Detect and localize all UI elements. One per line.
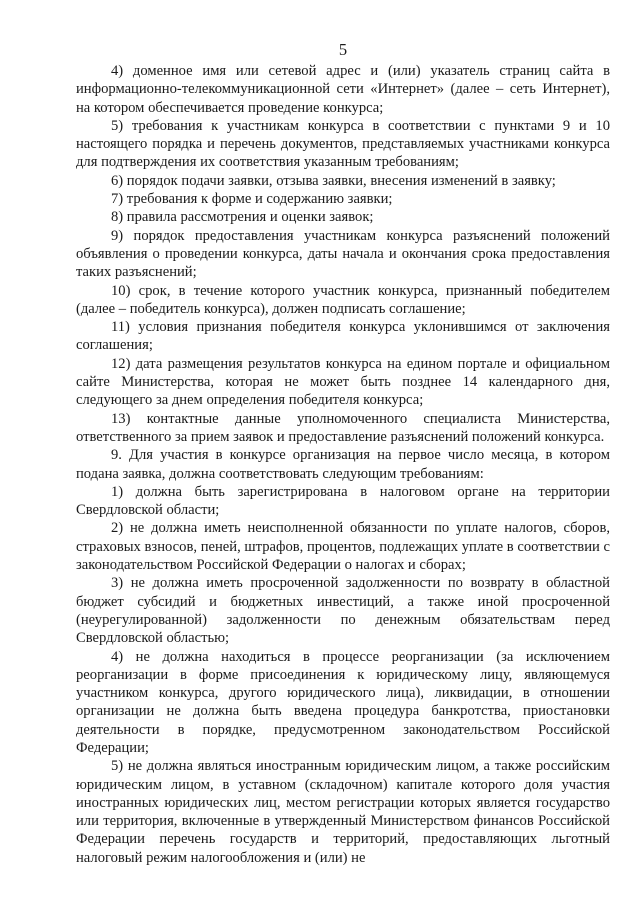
- paragraph-item-7: 7) требования к форме и содержанию заявки;: [111, 191, 393, 208]
- paragraph-item-9: 9) порядок предоставления участникам конкурса разъяснений положений объявления о проведении конкурса, даты начала и окончания срока предоставления таких разъяснений;: [76, 227, 610, 281]
- requirement-item-5: 5) не должна являться иностранным юридическим лицом, а также российским юридическим лицом, в уставном (складочном) капитале которого доля участия иностранных юридических лиц, местом регистрации которых является государство или территория, включенные в утвержденный Министерством финансов Российской Федерации перечень государств и территорий, предоставляющих льготный налоговый режим налогообложения и (или) не: [76, 758, 610, 866]
- page-number: 5: [338, 40, 348, 59]
- document-body: [76, 62, 610, 867]
- section-9-intro: 9. Для участия в конкурсе организация на первое число месяца, в котором подана заявка, должна соответствовать следующим требованиям:: [76, 447, 610, 482]
- paragraph-item-10: 10) срок, в течение которого участник конкурса, признанный победителем (далее – победитель конкурса), должен подписать соглашение;: [76, 282, 610, 317]
- paragraph-item-8: 8) правила рассмотрения и оценки заявок;: [111, 209, 374, 226]
- paragraph-item-5: 5) требования к участникам конкурса в соответствии с пунктами 9 и 10 настоящего порядка и перечень документов, представляемых участниками конкурса для подтверждения их соответствия указанным требованиям;: [76, 117, 610, 171]
- paragraph-item-13: 13) контактные данные уполномоченного специалиста Министерства, ответственного за прием заявок и предоставление разъяснений положений конкурса.: [76, 410, 610, 445]
- document-page: [76, 40, 610, 867]
- paragraph-item-6: 6) порядок подачи заявки, отзыва заявки, внесения изменений в заявку;: [111, 172, 556, 189]
- requirement-item-3: 3) не должна иметь просроченной задолженности по возврату в областной бюджет субсидий и бюджетных инвестиций, а также иной просроченной (неурегулированной) задолженности по денежным обязательствам перед Свердловской областью;: [76, 575, 610, 647]
- paragraph-item-4: 4) доменное имя или сетевой адрес и (или) указатель страниц сайта в информационно-телекоммуникационной сети «Интернет» (далее – сеть Интернет), на котором обеспечивается проведение конкурса;: [76, 63, 610, 116]
- requirement-item-2: 2) не должна иметь неисполненной обязанности по уплате налогов, сборов, страховых взносов, пеней, штрафов, процентов, подлежащих уплате в соответствии с законодательством Российской Федерации о налогах и сборах;: [76, 520, 610, 574]
- paragraph-item-12: 12) дата размещения результатов конкурса на едином портале и официальном сайте Министерства, которая не может быть позднее 14 календарного дня, следующего за днем определения победителя конкурса;: [76, 355, 610, 409]
- paragraph-item-11: 11) условия признания победителя конкурса уклонившимся от заключения соглашения;: [76, 319, 610, 354]
- requirement-item-4: 4) не должна находиться в процессе реорганизации (за исключением реорганизации в форме присоединения к юридическому лицу, являющемуся участником конкурса, другого юридического лица), ликвидации, в отношении организации не должна быть введена процедура банкротства, приостановки деятельности в порядке, предусмотренном законодательством Российской Федерации;: [76, 648, 610, 756]
- requirement-item-1: 1) должна быть зарегистрирована в налоговом органе на территории Свердловской области;: [76, 483, 610, 519]
